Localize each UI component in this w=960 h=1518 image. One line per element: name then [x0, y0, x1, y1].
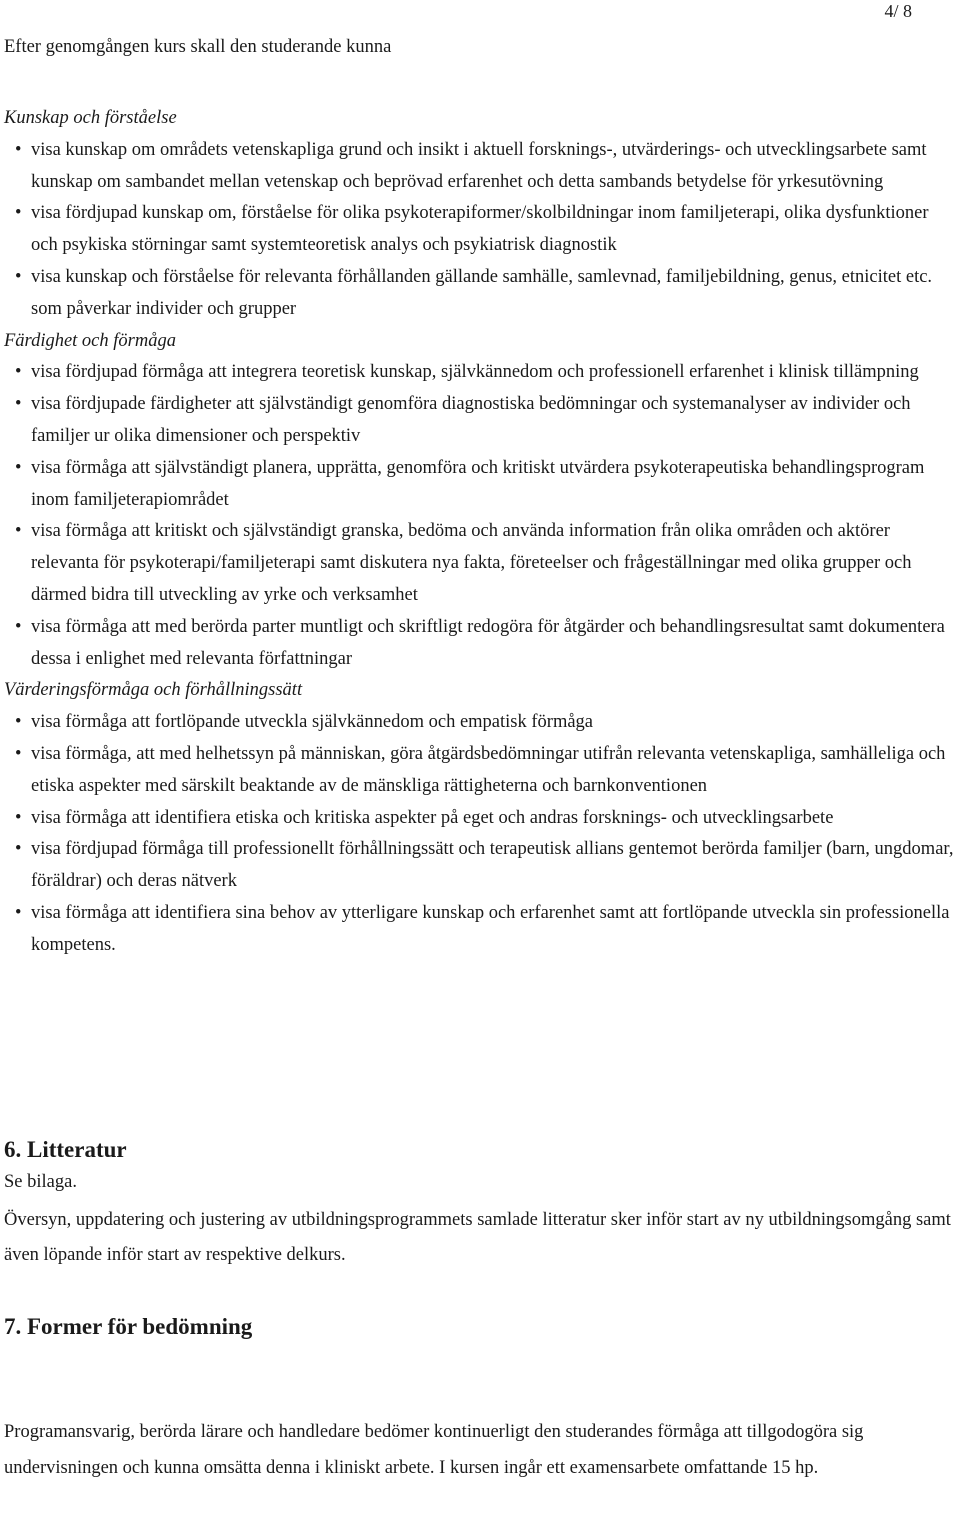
- bullet-list: [4, 707, 959, 961]
- literature-heading: 6. Litteratur: [4, 1137, 127, 1162]
- assessment-heading: 7. Former för bedömning: [4, 1314, 253, 1339]
- section-heading: Färdighet och förmåga: [4, 330, 176, 351]
- list-item: [4, 135, 959, 199]
- bullet-icon: •: [15, 139, 22, 160]
- bullet-icon: •: [15, 712, 22, 733]
- list-item: [4, 803, 959, 835]
- list-item: [4, 516, 959, 611]
- list-item: [4, 612, 959, 676]
- list-item-text: visa förmåga att självständigt planera, upprätta, genomföra och kritiskt utvärdera psykoterapeutiska behandlingsprogram inom familjeterapiområdet: [31, 457, 925, 510]
- list-item: [4, 834, 959, 898]
- list-item-text: visa fördjupad förmåga till professionellt förhållningssätt och terapeutisk allians gentemot berörda familjer (barn, ungdomar, föräldrar) och deras nätverk: [31, 839, 954, 892]
- list-item: [4, 898, 959, 962]
- list-item-text: visa fördjupade färdigheter att självständigt genomföra diagnostiska bedömningar och systemanalyser av individer och familjer ur olika dimensioner och perspektiv: [31, 394, 911, 446]
- section-heading: Kunskap och förståelse: [4, 108, 177, 128]
- bullet-icon: •: [15, 394, 22, 415]
- list-item: [4, 198, 959, 262]
- section-skills: [4, 326, 959, 676]
- bullet-icon: •: [15, 362, 22, 383]
- section-heading: Värderingsförmåga och förhållningssätt: [4, 680, 303, 701]
- intro-text: Efter genomgången kurs skall den studerande kunna: [4, 37, 392, 57]
- list-item-text: visa förmåga att med berörda parter muntligt och skriftligt redogöra för åtgärder och behandlingsresultat samt dokumentera dessa i enlighet med relevanta författningar: [31, 616, 945, 669]
- bullet-icon: •: [15, 457, 22, 478]
- bullet-icon: •: [15, 902, 22, 923]
- list-item-text: visa förmåga att kritiskt och självständigt granska, bedöma och använda information från olika områden och aktörer relevanta för psykoterapi/familjeterapi samt diskutera nya fakta, företeelser och frågeställningar med olika grupper och därmed bidra till utveckling av yrke och verksamhet: [31, 521, 912, 605]
- bullet-icon: •: [15, 616, 22, 637]
- bullet-list: [4, 135, 959, 326]
- list-item-text: visa förmåga att identifiera sina behov av ytterligare kunskap och erfarenhet samt att fortlöpande utveckla sin professionella kompetens.: [31, 902, 950, 955]
- bullet-icon: •: [15, 521, 22, 542]
- section-values: [4, 675, 959, 961]
- list-item: [4, 739, 959, 803]
- list-item-text: visa förmåga att identifiera etiska och kritiska aspekter på eget och andras forsknings- och utvecklingsarbete: [31, 807, 834, 828]
- list-item: [4, 453, 959, 517]
- list-item-text: visa kunskap om områdets vetenskapliga grund och insikt i aktuell forsknings-, utvärderings- och utvecklingsarbete samt kunskap om sambandet mellan vetenskap och beprövad erfarenhet och detta sambands betydelse för yrkesutövning: [31, 139, 927, 192]
- list-item-text: visa förmåga att fortlöpande utveckla självkännedom och empatisk förmåga: [31, 712, 594, 733]
- bullet-icon: •: [15, 807, 22, 828]
- bullet-list: [4, 357, 959, 675]
- list-item-text: visa fördjupad förmåga att integrera teoretisk kunskap, självkännedom och professionell erfarenhet i klinisk tillämpning: [31, 362, 919, 383]
- assessment-text: Programansvarig, berörda lärare och handledare bedömer kontinuerligt den studerandes förmåga att tillgodogöra sig undervisningen och kunna omsätta denna i kliniskt arbete. I kursen ingår ett examensarbete omfattande 15 hp.: [4, 1422, 864, 1478]
- literature-text: Se bilaga.: [4, 1172, 77, 1192]
- bullet-icon: •: [15, 839, 22, 860]
- list-item-text: visa fördjupad kunskap om, förståelse för olika psykoterapiformer/skolbildningar inom familjeterapi, olika dysfunktioner och psykiska störningar samt systemteoretisk analys och psykiatrisk diagnostik: [31, 203, 929, 256]
- list-item-text: visa kunskap och förståelse för relevanta förhållanden gällande samhälle, samlevnad, familjebildning, genus, etnicitet etc. som påverkar individer och grupper: [31, 266, 933, 319]
- list-item: [4, 389, 959, 453]
- list-item: [4, 262, 959, 326]
- bullet-icon: •: [15, 743, 22, 764]
- learning-outcomes: [4, 103, 959, 962]
- section-knowledge: [4, 103, 959, 326]
- literature-description: Översyn, uppdatering och justering av utbildningsprogrammets samlade litteratur sker inför start av ny utbildningsomgång samt även löpande inför start av respektive delkurs.: [4, 1210, 951, 1265]
- bullet-icon: •: [15, 266, 22, 287]
- list-item: [4, 707, 959, 739]
- page-number: 4/ 8: [884, 1, 912, 21]
- list-item: [4, 357, 959, 389]
- bullet-icon: •: [15, 203, 22, 224]
- list-item-text: visa förmåga, att med helhetssyn på människan, göra åtgärdsbedömningar utifrån relevanta vetenskapliga, samhälleliga och etiska aspekter med särskilt beaktande av de mänskliga rättigheterna och barnkonventionen: [31, 743, 946, 796]
